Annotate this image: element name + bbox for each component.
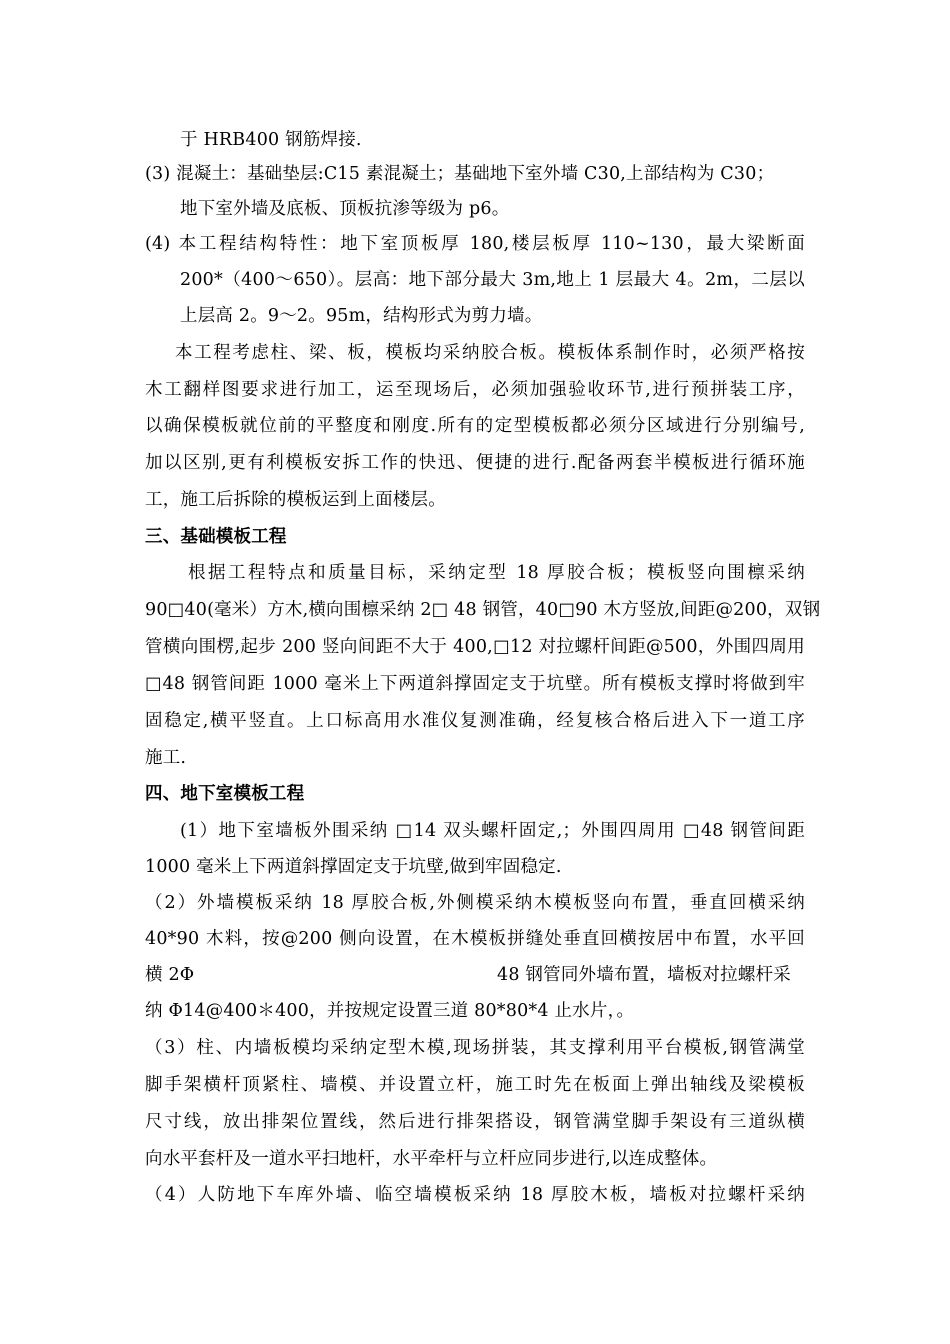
text-line: 40*90 木料，按@200 侧向设置，在木模板拼缝处垂直回横按居中布置，水平回 xyxy=(145,929,805,949)
paragraph-line: □48 钢管间距 1000 毫米上下两道斜撑固定支于坑壁。所有模板支撑时将做到牢 xyxy=(145,674,805,694)
text-line: 横 2Φ xyxy=(145,965,195,985)
paragraph-line: 施工. xyxy=(145,748,187,768)
text-line: 脚手架横杆顶紧柱、墙模、并设置立杆，施工时先在板面上弹出轴线及梁模板 xyxy=(145,1075,805,1095)
paragraph-line: 根据工程特点和质量目标，采纳定型 18 厚胶合板；模板竖向围檩采纳 xyxy=(188,563,805,583)
paragraph-line: 本工程考虑柱、梁、板，模板均采纳胶合板。模板体系制作时，必须严格按 xyxy=(175,343,805,363)
text-line: 200*（400～650）。层高：地下部分最大 3m,地上 1 层最大 4。2m，二层以 xyxy=(180,270,805,290)
list-item: （2）外墙模板采纳 18 厚胶合板,外侧模采纳木模板竖向布置，垂直回横采纳 xyxy=(145,893,805,913)
section-heading: 四、地下室模板工程 xyxy=(145,784,305,804)
text-line: 地下室外墙及底板、顶板抗渗等级为 p6。 xyxy=(180,199,510,219)
paragraph-line: 以确保模板就位前的平整度和刚度.所有的定型模板都必须分区域进行分别编号, xyxy=(145,416,805,436)
text-line: 1000 毫米上下两道斜撑固定支于坑壁,做到牢固稳定. xyxy=(145,857,562,877)
text-line: 上层高 2。9～2。95m，结构形式为剪力墙。 xyxy=(180,306,543,326)
text-line: 尺寸线，放出排架位置线，然后进行排架搭设，钢管满堂脚手架设有三道纵横 xyxy=(145,1112,805,1132)
paragraph-line: 木工翻样图要求进行加工，运至现场后，必须加强验收环节,进行预拼装工序， xyxy=(145,380,805,400)
paragraph-line: 管横向围楞,起步 200 竖向间距不大于 400,□12 对拉螺杆间距@500，外围四周用 xyxy=(145,637,805,657)
text-line: 纳 Φ14@400＊400，并按规定设置三道 80*80*4 止水片，。 xyxy=(145,1001,635,1021)
list-item: (1）地下室墙板外围采纳 □14 双头螺杆固定,；外围四周用 □48 钢管间距 xyxy=(180,821,805,841)
paragraph-line: 固稳定,横平竖直。上口标高用水准仪复测准确，经复核合格后进入下一道工序 xyxy=(145,711,805,731)
text-line: 于 HRB400 钢筋焊接. xyxy=(180,130,362,150)
section-heading: 三、基础模板工程 xyxy=(145,527,287,547)
list-item: (4) 本工程结构特性：地下室顶板厚 180,楼层板厚 110~130，最大梁断面 xyxy=(145,234,805,254)
paragraph-line: 工，施工后拆除的模板运到上面楼层。 xyxy=(145,490,446,510)
list-item: (3) 混凝土：基础垫层:C15 素混凝土；基础地下室外墙 C30,上部结构为 C30； xyxy=(145,164,775,184)
list-item: （4）人防地下车库外墙、临空墙模板采纳 18 厚胶木板，墙板对拉螺杆采纳 xyxy=(145,1185,805,1205)
text-line: 48 钢管同外墙布置，墙板对拉螺杆采 xyxy=(497,965,791,985)
paragraph-line: 90□40(毫米）方木,横向围檩采纳 2□ 48 钢管，40□90 木方竖放,间距@200，双钢 xyxy=(145,600,821,620)
paragraph-line: 加以区别,更有利模板安拆工作的快迅、便捷的进行.配备两套半模板进行循环施 xyxy=(145,453,805,473)
text-line: 向水平套杆及一道水平扫地杆，水平牵杆与立杆应同步进行,以连成整体。 xyxy=(145,1149,718,1169)
list-item: （3）柱、内墙板模均采纳定型木模,现场拼装，其支撑利用平台模板,钢管满堂 xyxy=(145,1038,805,1058)
